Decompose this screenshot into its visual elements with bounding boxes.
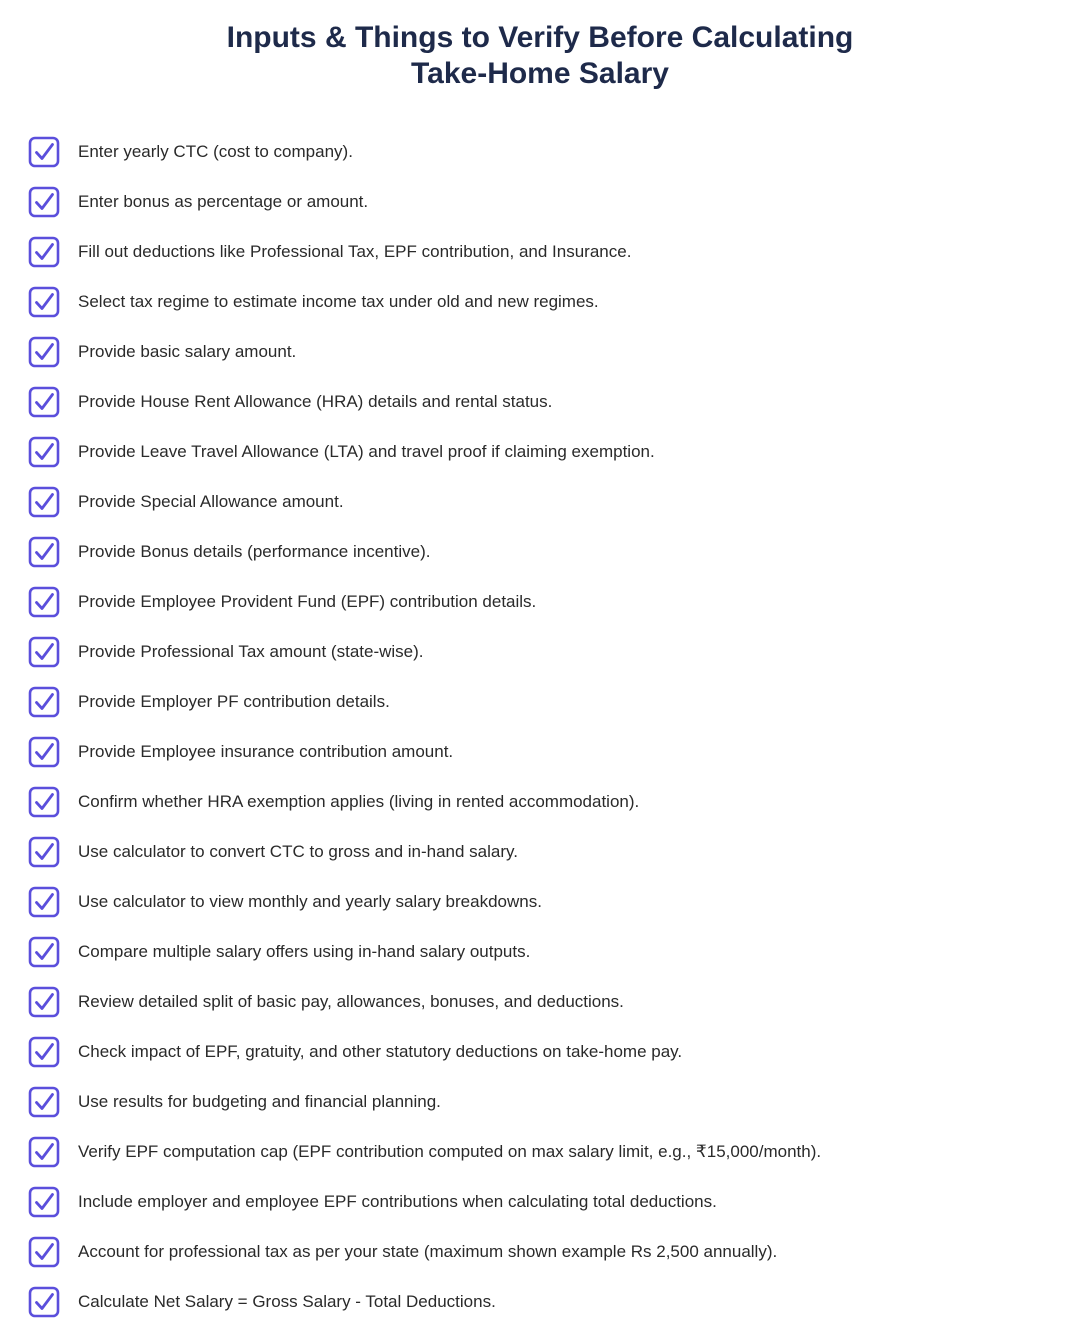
checklist-item-label: Use calculator to view monthly and yearly salary breakdowns. [78,892,542,911]
checklist-item-label: Fill out deductions like Professional Tax, EPF contribution, and Insurance. [78,242,632,261]
checklist-item-label: Provide Employee insurance contribution amount. [78,742,454,761]
checked-checkbox-icon [28,186,60,218]
checklist-item [0,727,1080,777]
checklist-item [0,777,1080,827]
checklist-item [0,177,1080,227]
checklist-item [0,1177,1080,1227]
checklist-item [0,1027,1080,1077]
checklist-item [0,1277,1080,1327]
checklist-item [0,377,1080,427]
checked-checkbox-icon [28,586,60,618]
checked-checkbox-icon [28,836,60,868]
checklist-item [0,677,1080,727]
checklist-item [0,277,1080,327]
checklist-item-label: Check impact of EPF, gratuity, and other statutory deductions on take-home pay. [78,1042,683,1061]
checklist-item-label: Enter bonus as percentage or amount. [78,192,369,211]
checklist-item-label: Provide Employee Provident Fund (EPF) contribution details. [78,592,537,611]
checklist-item-label: Use calculator to convert CTC to gross and in-hand salary. [78,842,518,861]
checklist-item [0,227,1080,277]
checklist-item [0,977,1080,1027]
checked-checkbox-icon [28,1086,60,1118]
checked-checkbox-icon [28,936,60,968]
checklist-item [0,927,1080,977]
checked-checkbox-icon [28,1136,60,1168]
checklist-item-label: Compare multiple salary offers using in-hand salary outputs. [78,942,531,961]
checklist-item [0,827,1080,877]
checklist-item-label: Provide Employer PF contribution details. [78,692,390,711]
checklist-item [0,1077,1080,1127]
checked-checkbox-icon [28,486,60,518]
checklist-item [0,327,1080,377]
checklist-item-label: Provide basic salary amount. [78,342,297,361]
checked-checkbox-icon [28,1186,60,1218]
checked-checkbox-icon [28,786,60,818]
checklist-item-label: Provide House Rent Allowance (HRA) details and rental status. [78,392,553,411]
checked-checkbox-icon [28,286,60,318]
checklist-item [0,1227,1080,1277]
checked-checkbox-icon [28,736,60,768]
checklist-item [0,527,1080,577]
checklist-item-label: Provide Professional Tax amount (state-wise). [78,642,424,661]
checklist-item [0,877,1080,927]
checked-checkbox-icon [28,436,60,468]
checklist-item [0,427,1080,477]
checked-checkbox-icon [28,386,60,418]
checklist-item-label: Calculate Net Salary = Gross Salary - Total Deductions. [78,1292,496,1311]
page-title-line-2: Take-Home Salary [411,57,669,90]
checklist-item-label: Verify EPF computation cap (EPF contribution computed on max salary limit, e.g., ₹15,000/month). [78,1142,822,1161]
checklist-item-label: Provide Leave Travel Allowance (LTA) and travel proof if claiming exemption. [78,442,655,461]
checked-checkbox-icon [28,886,60,918]
checked-checkbox-icon [28,336,60,368]
checked-checkbox-icon [28,236,60,268]
checked-checkbox-icon [28,1036,60,1068]
page-title [0,20,1080,92]
checklist-item [0,627,1080,677]
checklist-item-label: Review detailed split of basic pay, allowances, bonuses, and deductions. [78,992,624,1011]
checklist-item-label: Select tax regime to estimate income tax under old and new regimes. [78,292,599,311]
checklist-item-label: Enter yearly CTC (cost to company). [78,142,353,161]
checked-checkbox-icon [28,636,60,668]
checklist-item-label: Confirm whether HRA exemption applies (living in rented accommodation). [78,792,640,811]
page-title-line-1: Inputs & Things to Verify Before Calculating [226,21,854,54]
checklist-item-label: Include employer and employee EPF contributions when calculating total deductions. [78,1192,717,1211]
checklist-item [0,127,1080,177]
checked-checkbox-icon [28,136,60,168]
checklist-item-label: Provide Bonus details (performance incentive). [78,542,431,561]
checked-checkbox-icon [28,1286,60,1318]
checklist-item-label: Use results for budgeting and financial planning. [78,1092,441,1111]
checked-checkbox-icon [28,686,60,718]
checklist-item-label: Account for professional tax as per your state (maximum shown example Rs 2,500 annually). [78,1242,778,1261]
checklist [0,127,1080,1327]
checklist-item [0,1127,1080,1177]
checklist-item-label: Provide Special Allowance amount. [78,492,344,511]
checklist-item [0,477,1080,527]
checklist-item [0,577,1080,627]
checked-checkbox-icon [28,536,60,568]
checked-checkbox-icon [28,1236,60,1268]
checked-checkbox-icon [28,986,60,1018]
